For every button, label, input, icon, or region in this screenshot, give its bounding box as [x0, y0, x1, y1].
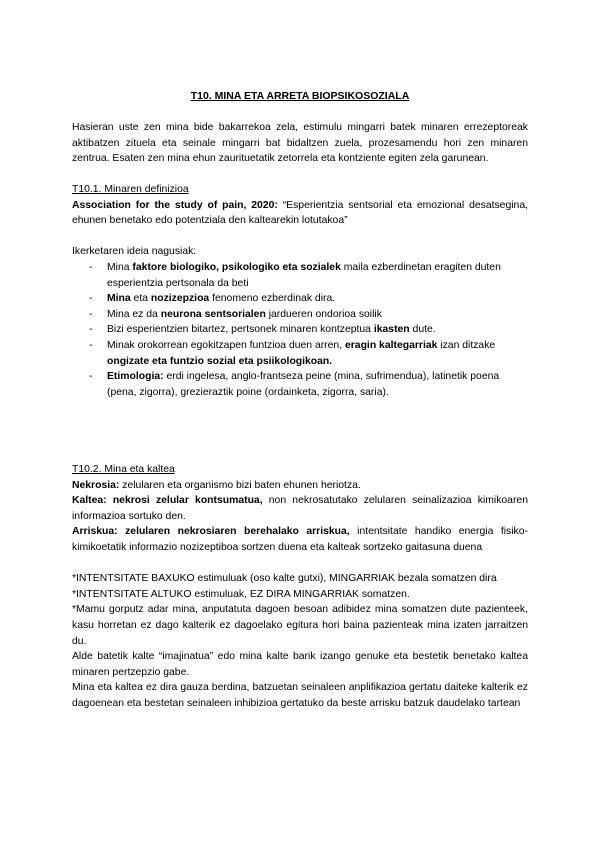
note-paragraph: *Mamu gorputz adar mina, anputatuta dagoen besoan adibidez mina somatzen dute pazienteek, kasu horretan ez dago kalterik ez dagoelako egitura hori baina pazienteak mina izaten jarraitzen du. — [72, 604, 528, 647]
list-item: - Minak orokorrean egokitzapen funtzioa duen arren, eragin kaltegarriak izan ditzake ongizate eta funtzio sozial eta psiikologikoan. — [89, 339, 496, 367]
nekrosia-paragraph: Nekrosia: zelularen eta organismo bizi baten ehunen heriotza. — [72, 479, 361, 491]
section-definition — [72, 182, 528, 400]
note-paragraph: Mina eta kaltea ez dira gauza berdina, batzuetan seinaleen anplifikazioa gertatu daiteke kalterik ez dagoenean eta bestetan seinaleen inhibizioa gertatuko da beste arrisku batzuk daudelako tartean — [72, 682, 528, 709]
arriskua-paragraph: Arriskua: zelularen nekrosiaren berehalako arriskua, intentsitate handiko energia fisiko-kimikoetatik informazio nozizeptiboa sortzen duena eta kalteak sortzeko gaitasuna duena — [72, 526, 528, 553]
kaltea-paragraph: Kaltea: nekrosi zelular kontsumatua, non nekrosatutako zelularen seinalizazioa kimikoaren informazioa sortuko den. — [72, 495, 528, 522]
ideas-list — [72, 260, 528, 400]
definition-paragraph — [72, 198, 528, 229]
note-paragraph: Alde batetik kalte “imajinatua” edo mina kalte barik izango genuke eta bestetik benetako kaltea minaren pertzepzio gabe. — [72, 651, 528, 678]
list-item: - Etimologia: erdi ingelesa, anglo-frantseza peine (mina, sufrimendua), latinetik poena (pena, zigorra), grezieraztik poine (ordainketa, zigorra, saria). — [89, 371, 500, 398]
list-item: - Bizi esperientzien bitartez, pertsonek minaren kontzeptua ikasten dute. — [89, 324, 436, 336]
note-paragraph: *INTENTSITATE ALTUKO estimuluak, EZ DIRA MINGARRIAK somatzen. — [72, 588, 410, 600]
note-paragraph: *INTENTSITATE BAXUKO estimuluak (oso kalte gutxi), MINGARRIAK bezala somatzen dira — [72, 573, 497, 585]
intro-paragraph: Hasieran uste zen mina bide bakarrekoa zela, estimulu mingarri batek minaren errezeptoreak aktibatzen zituela eta seinale mingarri bat bidaltzen zuela, prozesamendu hori zen minaren zentrua. Esaten zen mina ehun zaurituetatik zetorrela eta kontziente egiten zela garunean. — [72, 122, 528, 165]
definition-text: “Esperientzia sentsorial eta emozional desatsegina, ehunen benetako edo potentziala den kaltearekin lotutakoa” — [72, 199, 528, 227]
list-item: - Mina ez da neurona sentsorialen jardueren ondorioa soilik — [89, 308, 382, 320]
ideas-label: Ikerketaren ideia nagusiak: — [72, 246, 197, 258]
section-pain-damage — [72, 462, 528, 712]
list-item: - Mina eta nozizepzioa fenomeno ezberdinak dira. — [89, 293, 336, 305]
section-heading: T10.2. Mina eta kaltea — [72, 464, 175, 475]
list-item: - Mina faktore biologiko, psikologiko eta sozialek maila ezberdinetan eragiten duten esperientzia pertsonala da beti — [89, 261, 501, 289]
page-title: T10. MINA ETA ARRETA BIOPSIKOSOZIALA — [190, 90, 410, 102]
definition-source: Association for the study of pain, 2020: — [72, 199, 278, 211]
section-heading: T10.1. Minaren definizioa — [72, 184, 189, 195]
